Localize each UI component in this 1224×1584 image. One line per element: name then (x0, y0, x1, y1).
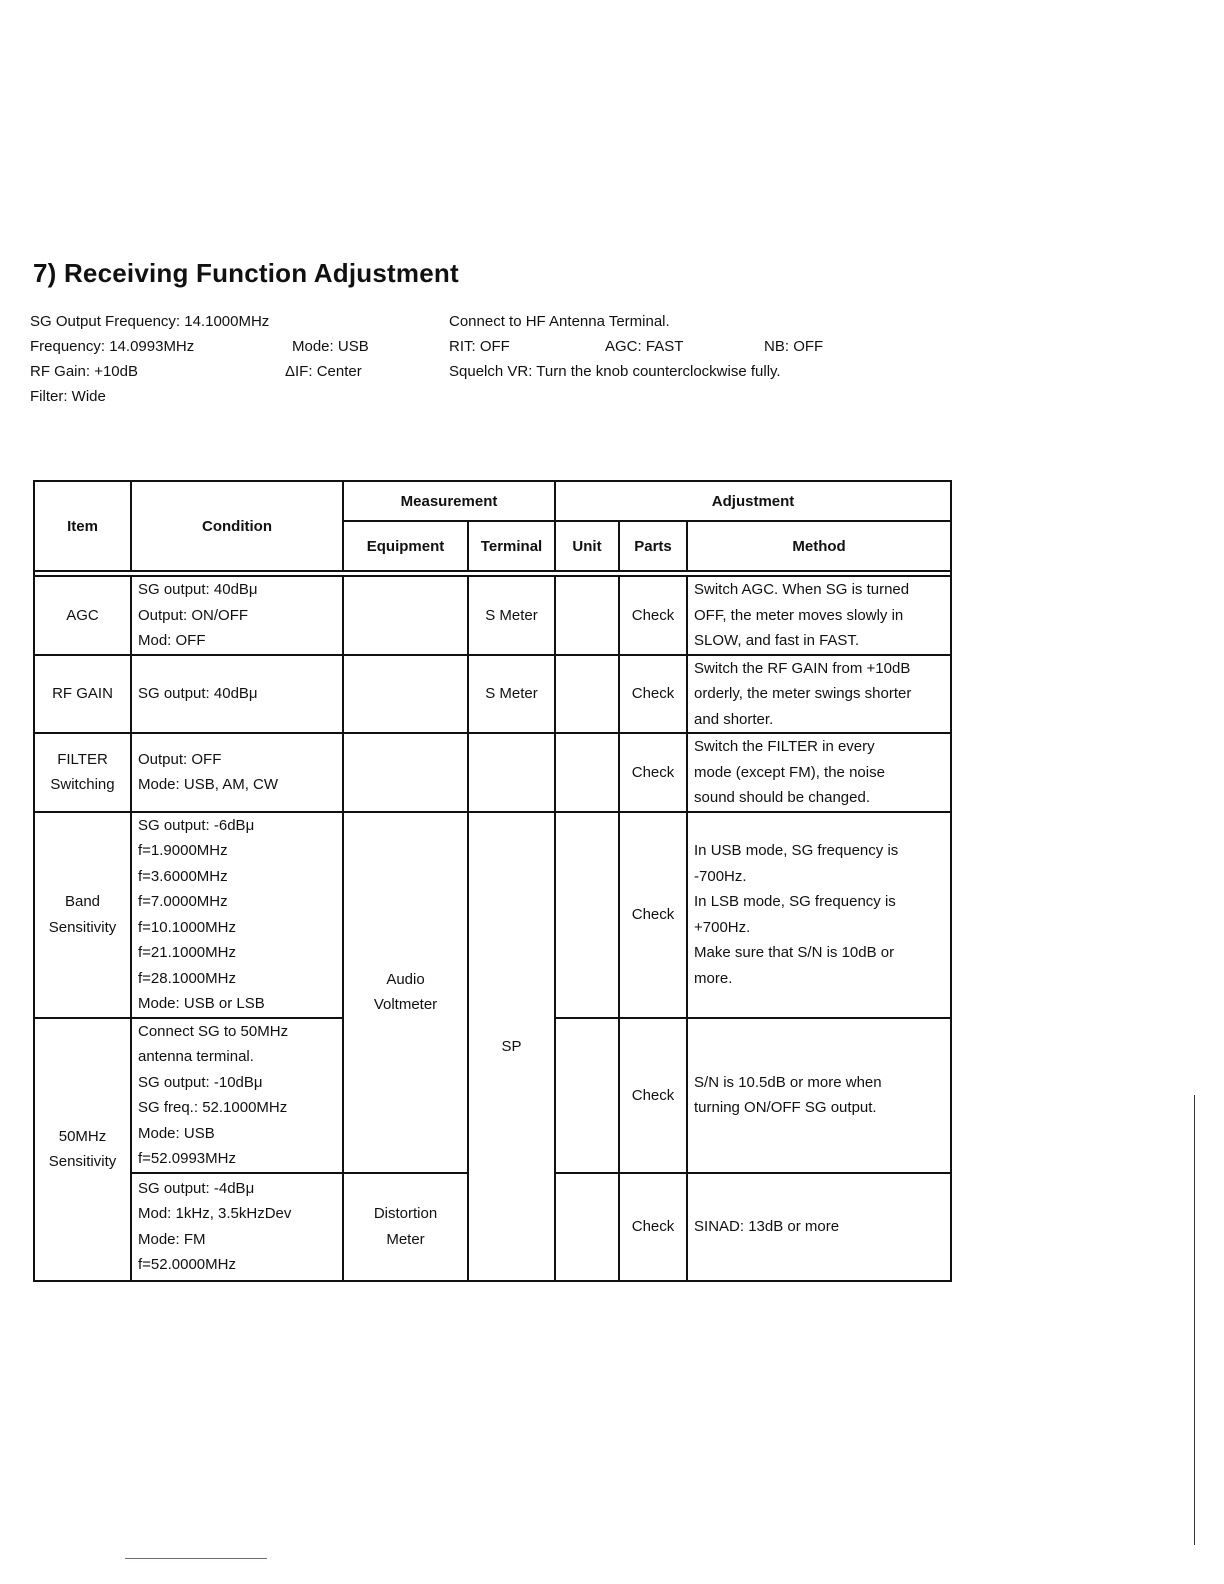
item-line: Band (64, 893, 101, 910)
condition-line: Mode: USB, AM, CW (138, 776, 279, 794)
cell-unit (555, 576, 619, 655)
method-line: sound should be changed. (694, 789, 870, 806)
condition-line: Connect SG to 50MHz (138, 1022, 289, 1040)
spec-filter (30, 388, 106, 405)
condition-line: SG output: -10dBμ (138, 1073, 263, 1091)
spec-value: 14.0993MHz (109, 338, 195, 355)
method-line: SINAD: 13dB or more (694, 1217, 840, 1235)
method-line: In USB mode, SG frequency is (694, 842, 899, 859)
condition-line: f=3.6000MHz (138, 867, 228, 885)
condition-line: SG output: -4dBμ (138, 1179, 255, 1197)
spec-key: NB: (764, 338, 790, 355)
table-row-band-sensitivity (34, 812, 951, 1018)
adjustment-table (33, 480, 952, 1282)
spec-key: ΔIF: (285, 363, 313, 380)
condition-line: f=21.1000MHz (138, 944, 236, 961)
header-unit: Unit (555, 521, 619, 571)
table-row-agc (34, 576, 951, 655)
cell-parts: Check (619, 1018, 687, 1173)
cell-equipment (343, 812, 468, 1173)
header-terminal: Terminal (468, 521, 555, 571)
equipment-line: Distortion (373, 1205, 438, 1222)
cell-condition (131, 576, 343, 655)
spec-value: OFF (479, 338, 510, 355)
header-adjustment: Adjustment (555, 481, 951, 521)
item-line: Sensitivity (48, 918, 117, 936)
cell-condition (131, 655, 343, 734)
header-equipment: Equipment (343, 521, 468, 571)
spec-key: RIT: (449, 338, 476, 355)
method-line: more. (694, 969, 733, 987)
cell-method (687, 655, 951, 734)
method-line: +700Hz. (694, 918, 751, 936)
page-title: 7) Receiving Function Adjustment (33, 258, 459, 288)
spec-key: SG Output Frequency: (30, 313, 181, 330)
condition-line: f=52.0993MHz (138, 1150, 236, 1167)
cell-terminal: S Meter (468, 655, 555, 734)
condition-line: f=7.0000MHz (138, 893, 228, 910)
cell-condition (131, 1018, 343, 1173)
spec-agc (605, 338, 683, 355)
condition-line: SG output: 40dBμ (138, 685, 258, 702)
item-line: Sensitivity (48, 1153, 117, 1170)
spec-sg-output-frequency (30, 313, 269, 330)
cell-method (687, 733, 951, 812)
spec-value: USB (337, 338, 369, 355)
scan-edge-line (1194, 1095, 1195, 1545)
cell-unit (555, 655, 619, 734)
method-line: SLOW, and fast in FAST. (694, 632, 860, 649)
equipment-line: Audio (386, 970, 425, 988)
spec-key: Squelch VR: (449, 363, 533, 380)
spec-key: Filter: (30, 388, 68, 405)
condition-line: f=10.1000MHz (138, 918, 236, 936)
spec-value: 14.1000MHz (184, 313, 270, 330)
method-line: Make sure that S/N is 10dB or (694, 944, 895, 961)
condition-line: SG output: -6dBμ (138, 816, 255, 834)
cell-equipment (343, 733, 468, 812)
cell-unit (555, 1173, 619, 1281)
cell-equipment (343, 655, 468, 734)
cell-condition (131, 1173, 343, 1281)
cell-unit (555, 1018, 619, 1173)
cell-method (687, 1173, 951, 1281)
spec-nb (764, 338, 823, 355)
cell-item (34, 812, 131, 1018)
method-line: Switch the FILTER in every (694, 738, 875, 755)
cell-unit (555, 733, 619, 812)
spec-squelch (449, 363, 781, 380)
cell-parts: Check (619, 655, 687, 734)
spec-connect: Connect to HF Antenna Terminal. (449, 313, 670, 330)
spec-rit (449, 338, 510, 355)
method-line: In LSB mode, SG frequency is (694, 893, 896, 910)
spec-value: OFF (793, 338, 824, 355)
equipment-line: Meter (386, 1230, 425, 1248)
condition-line: SG freq.: 52.1000MHz (138, 1099, 288, 1116)
cell-item: RF GAIN (34, 655, 131, 734)
condition-line: Output: ON/OFF (138, 606, 249, 624)
cell-terminal: S Meter (468, 576, 555, 655)
method-line: orderly, the meter swings shorter (694, 685, 912, 702)
method-line: turning ON/OFF SG output. (694, 1099, 877, 1116)
cell-condition (131, 733, 343, 812)
method-line: -700Hz. (694, 867, 747, 885)
item-line: FILTER (57, 750, 108, 768)
cell-method (687, 576, 951, 655)
condition-line: Mode: USB (138, 1124, 215, 1142)
condition-line: f=1.9000MHz (138, 842, 228, 859)
cell-equipment (343, 576, 468, 655)
cell-parts: Check (619, 812, 687, 1018)
condition-line: f=52.0000MHz (138, 1256, 236, 1273)
header-condition: Condition (131, 481, 343, 571)
cell-terminal: SP (468, 812, 555, 1281)
method-line: Switch the RF GAIN from +10dB (694, 659, 911, 677)
spec-value: Turn the knob counterclockwise fully. (536, 363, 781, 380)
cell-item (34, 1018, 131, 1281)
spec-value: Center (316, 363, 362, 380)
cell-item: AGC (34, 576, 131, 655)
spec-value: FAST (645, 338, 684, 355)
condition-line: Output: OFF (138, 750, 222, 768)
cell-method (687, 812, 951, 1018)
table-row-rf-gain (34, 655, 951, 734)
condition-line: antenna terminal. (138, 1048, 254, 1065)
condition-line: SG output: 40dBμ (138, 581, 258, 598)
cell-equipment (343, 1173, 468, 1281)
spec-key: RF Gain: (30, 363, 91, 380)
method-line: and shorter. (694, 710, 774, 728)
spec-frequency (30, 338, 194, 355)
cell-condition (131, 812, 343, 1018)
header-parts: Parts (619, 521, 687, 571)
method-line: S/N is 10.5dB or more when (694, 1073, 882, 1091)
spec-value: Wide (71, 388, 106, 405)
cell-parts: Check (619, 1173, 687, 1281)
condition-line: Mode: FM (138, 1230, 206, 1248)
condition-line: f=28.1000MHz (138, 969, 236, 987)
item-line: 50MHz (58, 1127, 107, 1145)
spec-mode (292, 338, 369, 355)
cell-terminal (468, 733, 555, 812)
cell-unit (555, 812, 619, 1018)
table-row-filter-switching (34, 733, 951, 812)
equipment-line: Voltmeter (373, 996, 438, 1013)
method-line: mode (except FM), the noise (694, 763, 885, 781)
scan-underline-mark (125, 1558, 267, 1559)
cell-parts: Check (619, 733, 687, 812)
spec-value: +10dB (94, 363, 138, 380)
spec-delta-if (285, 363, 362, 380)
condition-line: Mod: 1kHz, 3.5kHzDev (138, 1205, 292, 1222)
method-line: Switch AGC. When SG is turned (694, 581, 910, 598)
header-row-1 (34, 481, 951, 521)
cell-item (34, 733, 131, 812)
cell-parts: Check (619, 576, 687, 655)
spec-key: AGC: (605, 338, 642, 355)
spec-key: Mode: (292, 338, 334, 355)
header-measurement: Measurement (343, 481, 555, 521)
spec-rf-gain (30, 363, 138, 380)
header-item: Item (34, 481, 131, 571)
method-line: OFF, the meter moves slowly in (694, 606, 904, 624)
item-line: Switching (50, 776, 115, 794)
header-method: Method (687, 521, 951, 571)
condition-line: Mode: USB or LSB (138, 995, 265, 1012)
spec-key: Frequency: (30, 338, 106, 355)
condition-line: Mod: OFF (138, 632, 206, 649)
cell-method (687, 1018, 951, 1173)
